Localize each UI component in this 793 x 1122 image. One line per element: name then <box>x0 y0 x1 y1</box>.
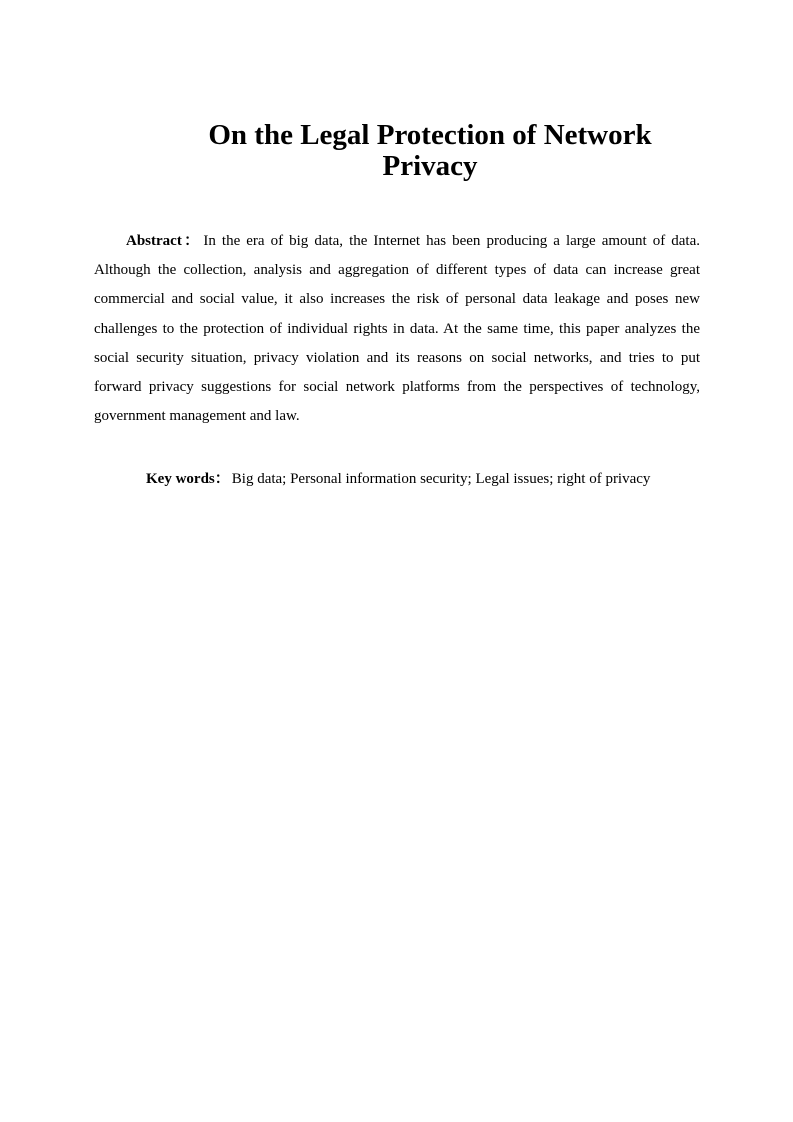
keywords-text: Big data; Personal information security; Legal issues; right of privacy <box>231 471 651 487</box>
keywords-separator: ： <box>214 471 230 487</box>
abstract-paragraph <box>94 227 700 431</box>
keywords-label: Key words <box>146 471 215 487</box>
paper-title <box>150 120 710 182</box>
keywords-line <box>146 467 706 491</box>
paper-title-line-2: Privacy <box>382 150 478 182</box>
abstract-text: In the era of big data, the Internet has been producing a large amount of data. Although the collection, analysis and aggregation of different types of data can increase great commercial and social value, it also increases the risk of personal data leakage and poses new challenges to the protection of individual rights in data. At the same time, this paper analyzes the social security situation, privacy violation and its reasons on social networks, and tries to put forward privacy suggestions for social network platforms from the perspectives of technology, government management and law. <box>94 233 700 425</box>
abstract-separator: ： <box>181 233 202 249</box>
paper-title-line-1: On the Legal Protection of Network <box>208 119 652 151</box>
abstract-label: Abstract <box>126 233 182 249</box>
